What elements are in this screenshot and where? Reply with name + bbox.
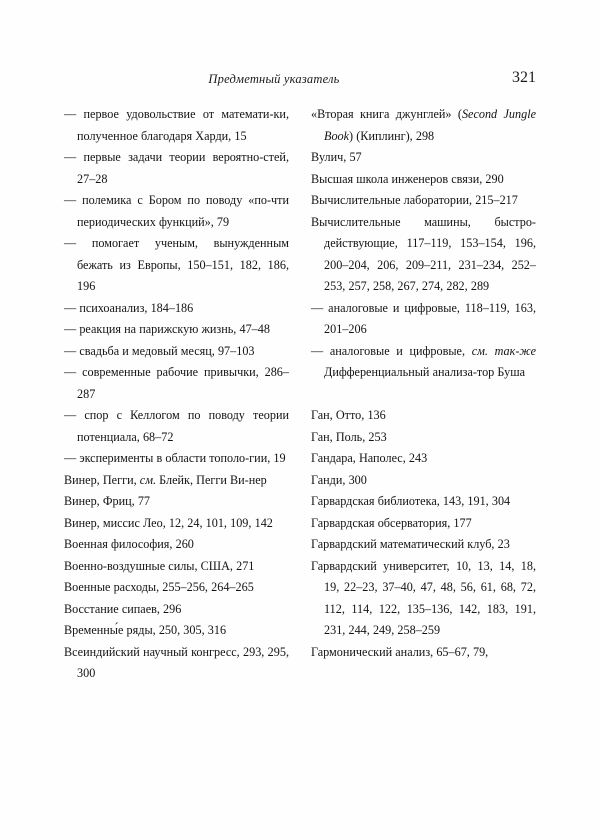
page-number: 321 — [512, 69, 536, 86]
index-entry: Вулич, 57 — [311, 150, 362, 164]
running-head — [64, 69, 536, 92]
index-entry: Военно-воздушные силы, США, 271 — [64, 558, 255, 573]
index-entry: Винер, Фриц, 77 — [64, 494, 151, 508]
index-entry: Военные расходы, 255–256, 264–265 — [64, 580, 254, 594]
index-subentry: — эксперименты в области тополо-гии, 19 — [64, 451, 286, 465]
index-entry: Военная философия, 260 — [64, 537, 194, 551]
index-subentry: — современные рабочие привычки, 286–287 — [64, 365, 289, 401]
index-entry: Гарвардская библиотека, 143, 191, 304 — [311, 494, 511, 508]
index-subentry: — реакция на парижскую жизнь, 47–48 — [64, 322, 270, 336]
index-entry: Временны́е ряды, 250, 305, 316 — [64, 623, 227, 637]
index-column-right — [311, 104, 536, 663]
index-subentry: — первое удовольствие от математи-ки, полученное благодаря Харди, 15 — [64, 107, 289, 143]
index-subentry: — психоанализ, 184–186 — [64, 300, 194, 315]
index-entry: Гарвардский математический клуб, 23 — [311, 537, 510, 551]
running-head-title: Предметный указатель — [208, 72, 340, 86]
index-subentry: — аналоговые и цифровые, 118–119, 163, 201–206 — [311, 300, 536, 336]
index-entry: Гармонический анализ, 65–67, 79, — [311, 644, 489, 659]
index-subentry: — помогает ученым, вынужденным бежать из Европы, 150–151, 182, 186, 196 — [64, 236, 289, 293]
index-entry: «Вторая книга джунглей» (Second Jungle Book) (Киплинг), 298 — [311, 107, 537, 143]
index-subentry: — первые задачи теории вероятно-стей, 27–28 — [64, 150, 289, 186]
index-entry: Вычислительные лаборатории, 215–217 — [311, 193, 518, 207]
index-entry: Высшая школа инженеров связи, 290 — [311, 171, 504, 186]
index-subentry: — свадьба и медовый месяц, 97–103 — [64, 343, 255, 358]
index-entry: Всеиндийский научный конгресс, 293, 295, 300 — [64, 644, 289, 680]
index-entry: Гандара, Наполес, 243 — [311, 451, 428, 465]
index-entry: Восстание сипаев, 296 — [64, 601, 182, 616]
index-entry: Вычислительные машины, быстро-действующие, 117–119, 153–154, 196, 200–204, 206, 209–211, 231–234, 252–253, 257, 258, 267, 274, 282, 289 — [311, 214, 536, 293]
section-break — [311, 384, 536, 406]
index-entry: Винер, Пегги, см. Блейк, Пегги Ви-нер — [64, 472, 267, 487]
index-entry: Винер, миссис Лео, 12, 24, 101, 109, 142 — [64, 515, 273, 530]
index-entry: Ган, Отто, 136 — [311, 408, 386, 422]
index-subentry: — аналоговые и цифровые, см. так-же Дифференциальный анализа-тор Буша — [311, 343, 536, 379]
index-entry: Ган, Поль, 253 — [311, 429, 387, 444]
index-entry: Гарвардская обсерватория, 177 — [311, 515, 472, 530]
index-column-left — [64, 104, 289, 685]
index-entry: Ганди, 300 — [311, 472, 367, 487]
index-subentry: — спор с Келлогом по поводу теории потенциала, 68–72 — [64, 408, 289, 444]
index-subentry: — полемика с Бором по поводу «по-чти периодических функций», 79 — [64, 193, 289, 229]
index-columns — [64, 104, 536, 794]
index-entry: Гарвардский университет, 10, 13, 14, 18, 19, 22–23, 37–40, 47, 48, 56, 61, 68, 72, 112, 114, 122, 135–136, 142, 183, 191, 231, 244, 249, 258–259 — [311, 558, 536, 637]
